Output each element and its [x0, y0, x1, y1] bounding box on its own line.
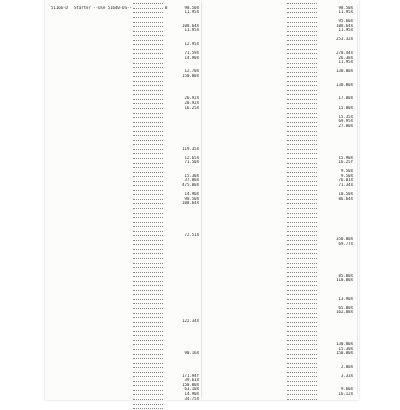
dot-leader — [133, 185, 163, 186]
dot-leader — [287, 326, 317, 327]
dot-leader — [133, 235, 163, 236]
dot-leader — [287, 85, 317, 86]
dot-leader — [287, 272, 317, 273]
list-price: 16.25Y — [338, 160, 353, 165]
list-price: 150.00X — [182, 382, 199, 387]
dot-leader — [133, 53, 163, 54]
dot-leader — [287, 131, 317, 132]
dot-leader — [287, 35, 317, 36]
dot-leader — [287, 226, 317, 227]
list-price: 71.50X — [184, 160, 199, 165]
dot-leader — [133, 72, 163, 73]
dot-leader — [287, 199, 317, 200]
dot-leader — [287, 185, 317, 186]
list-price: 95.60X — [338, 19, 353, 24]
parts-list-row — [205, 397, 355, 402]
list-price: 15.00X — [338, 105, 353, 110]
list-price: 270.44X — [336, 51, 353, 56]
dot-leader — [133, 222, 163, 223]
dot-leader — [133, 372, 163, 373]
dot-leader — [287, 49, 317, 50]
dot-leader — [287, 344, 317, 345]
dot-leader — [133, 213, 163, 214]
dot-leader — [287, 235, 317, 236]
dot-leader — [287, 53, 317, 54]
dot-leader — [133, 122, 163, 123]
list-price: 69.77X — [338, 241, 353, 246]
list-price: 9.60X — [340, 387, 353, 392]
dot-leader — [133, 108, 163, 109]
catalog-sheet — [45, 0, 359, 400]
list-price: 130.00X — [336, 82, 353, 87]
dot-leader — [287, 94, 317, 95]
dot-leader — [287, 67, 317, 68]
dot-leader — [133, 249, 163, 250]
dot-leader — [287, 90, 317, 91]
dot-leader — [133, 81, 163, 82]
list-price: 71.34X — [338, 182, 353, 187]
dot-leader — [287, 181, 317, 182]
list-price: 350.00X — [336, 237, 353, 242]
dot-leader — [133, 244, 163, 245]
list-price: 150.00X — [336, 351, 353, 356]
dot-leader — [133, 363, 163, 364]
dot-leader — [133, 276, 163, 277]
dot-leader — [287, 194, 317, 195]
dot-leader — [287, 363, 317, 364]
dot-leader — [287, 208, 317, 209]
list-price: 39.61X — [184, 378, 199, 383]
list-price: 3.33X — [340, 373, 353, 378]
dot-leader — [133, 290, 163, 291]
dot-leader — [133, 217, 163, 218]
list-price: 150.00X — [182, 73, 199, 78]
list-price: 98.50X — [184, 196, 199, 201]
dot-leader — [133, 381, 163, 382]
list-price: 162.88X — [336, 310, 353, 315]
dot-leader — [133, 335, 163, 336]
dot-leader — [287, 253, 317, 254]
dot-leader — [287, 58, 317, 59]
dot-leader — [133, 308, 163, 309]
dot-leader — [133, 12, 163, 13]
dot-leader — [287, 122, 317, 123]
list-price: 14.90X — [184, 191, 199, 196]
dot-leader — [287, 308, 317, 309]
dot-leader — [287, 285, 317, 286]
dot-leader — [287, 117, 317, 118]
list-price: 108.64X — [182, 23, 199, 28]
dot-leader — [287, 331, 317, 332]
dot-leader — [287, 354, 317, 355]
dot-leader — [287, 135, 317, 136]
dot-leader — [133, 117, 163, 118]
dot-leader — [287, 213, 317, 214]
dot-leader — [133, 135, 163, 136]
dot-leader — [133, 85, 163, 86]
dot-leader — [287, 76, 317, 77]
dot-leader — [133, 281, 163, 282]
dot-leader — [287, 31, 317, 32]
dot-leader — [287, 376, 317, 377]
dot-leader — [287, 317, 317, 318]
dot-leader — [133, 226, 163, 227]
dot-leader — [287, 22, 317, 23]
list-price: 63.10X — [184, 387, 199, 392]
dot-leader — [287, 335, 317, 336]
dot-leader — [287, 263, 317, 264]
dot-leader — [133, 253, 163, 254]
dot-leader — [287, 149, 317, 150]
dot-leader — [133, 303, 163, 304]
list-price: 15.90X — [338, 155, 353, 160]
dot-leader — [133, 131, 163, 132]
dot-leader — [287, 290, 317, 291]
dot-leader — [133, 99, 163, 100]
list-price: 119.35X — [182, 146, 199, 151]
list-price: 90.16X — [184, 351, 199, 356]
dot-leader — [133, 149, 163, 150]
dot-leader — [287, 340, 317, 341]
dot-leader — [133, 31, 163, 32]
dot-leader — [133, 331, 163, 332]
dot-leader — [287, 113, 317, 114]
dot-leader — [133, 153, 163, 154]
dot-leader — [133, 94, 163, 95]
list-price: 72.51X — [184, 232, 199, 237]
dot-leader — [133, 349, 163, 350]
list-price: 37.80X — [184, 178, 199, 183]
dot-leader — [133, 408, 163, 409]
list-price: 110.00X — [336, 278, 353, 283]
dot-leader — [133, 272, 163, 273]
list-price: 11.95X — [184, 28, 199, 33]
dot-leader — [133, 267, 163, 268]
dot-leader — [287, 203, 317, 204]
dot-leader — [287, 390, 317, 391]
dot-leader — [133, 322, 163, 323]
dot-leader — [287, 322, 317, 323]
dot-leader — [287, 108, 317, 109]
list-price: 12.95X — [184, 41, 199, 46]
dot-leader — [133, 203, 163, 204]
dot-leader — [133, 340, 163, 341]
dot-leader — [133, 126, 163, 127]
list-price: 11.95X — [338, 28, 353, 33]
list-price: 11.95X — [184, 10, 199, 15]
dot-leader — [133, 113, 163, 114]
list-price: 475.00X — [182, 182, 199, 187]
dot-leader — [133, 285, 163, 286]
dot-leader — [133, 231, 163, 232]
list-price: 71.59X — [184, 51, 199, 56]
dot-leader — [133, 103, 163, 104]
dot-leader — [287, 394, 317, 395]
dot-leader — [287, 99, 317, 100]
list-price: 122.34X — [182, 319, 199, 324]
list-price: 15.30X — [338, 346, 353, 351]
dot-leader — [133, 76, 163, 77]
dot-leader — [133, 167, 163, 168]
dot-leader — [287, 367, 317, 368]
dot-leader — [287, 313, 317, 314]
dot-leader — [133, 8, 163, 9]
left-column — [51, 1, 201, 410]
list-price: 11.95X — [338, 10, 353, 15]
list-price: 26.38X — [338, 55, 353, 60]
dot-leader — [133, 90, 163, 91]
dot-leader — [287, 126, 317, 127]
list-price: 76.01X — [338, 178, 353, 183]
dot-leader — [133, 22, 163, 23]
dot-leader — [133, 367, 163, 368]
list-price: 15.35X — [338, 114, 353, 119]
list-price: 86.64X — [338, 196, 353, 201]
dot-leader — [133, 3, 163, 4]
dot-leader — [133, 390, 163, 391]
dot-leader — [287, 231, 317, 232]
dot-leader — [287, 372, 317, 373]
dot-leader — [133, 376, 163, 377]
dot-leader — [287, 158, 317, 159]
part-number: 51166-D — [51, 5, 68, 10]
dot-leader — [287, 299, 317, 300]
list-price: 171.94Y — [182, 373, 199, 378]
dot-leader — [287, 249, 317, 250]
dot-leader — [133, 294, 163, 295]
dot-leader — [287, 244, 317, 245]
dot-leader — [287, 358, 317, 359]
list-price: 12.70X — [184, 69, 199, 74]
dot-leader — [133, 40, 163, 41]
dot-leader — [287, 281, 317, 282]
list-price: 98.50X — [184, 5, 199, 10]
list-price: 14.90X — [184, 55, 199, 60]
dot-leader — [287, 8, 317, 9]
list-price: 14.90X — [184, 392, 199, 397]
dot-leader — [133, 194, 163, 195]
dot-leader — [133, 317, 163, 318]
dot-leader — [287, 294, 317, 295]
list-price: 98.50X — [338, 5, 353, 10]
dot-leader — [133, 58, 163, 59]
dot-leader — [287, 385, 317, 386]
dot-leader — [287, 267, 317, 268]
dot-leader — [287, 81, 317, 82]
dot-leader — [287, 140, 317, 141]
list-price: 130.00X — [336, 69, 353, 74]
dot-leader — [133, 44, 163, 45]
dot-leader — [133, 140, 163, 141]
list-price: 130.00X — [336, 342, 353, 347]
dot-leader — [133, 263, 163, 264]
dot-leader — [133, 17, 163, 18]
list-price: 12.65X — [184, 155, 199, 160]
dot-leader — [133, 190, 163, 191]
sheet-edge — [357, 4, 358, 394]
list-price: 9.50X — [340, 173, 353, 178]
dot-leader — [287, 258, 317, 259]
list-price: 27.00X — [338, 123, 353, 128]
part-description: Starter --Use 51640-DS-- — [74, 5, 132, 10]
dot-leader — [287, 276, 317, 277]
dot-leader — [133, 344, 163, 345]
list-price: 10.50X — [338, 191, 353, 196]
dot-leader — [133, 258, 163, 259]
price-code: B — [165, 5, 168, 10]
column-divider — [201, 2, 202, 398]
list-price: 69.95X — [338, 119, 353, 124]
dot-leader — [133, 354, 163, 355]
dot-leader — [133, 326, 163, 327]
dot-leader — [133, 199, 163, 200]
dot-leader — [287, 217, 317, 218]
list-price: 65.00X — [338, 305, 353, 310]
dot-leader — [287, 12, 317, 13]
dot-leader — [287, 222, 317, 223]
list-price: 20.92X — [184, 101, 199, 106]
dot-leader — [133, 404, 163, 405]
dot-leader — [287, 103, 317, 104]
dot-leader — [133, 240, 163, 241]
dot-leader — [133, 63, 163, 64]
list-price: 85.00X — [338, 273, 353, 278]
parts-list-row — [51, 406, 201, 410]
dot-leader — [287, 240, 317, 241]
dot-leader — [133, 163, 163, 164]
dot-leader — [133, 35, 163, 36]
list-price: 11.95X — [338, 60, 353, 65]
right-column — [205, 1, 355, 401]
list-price: 16.12X — [338, 392, 353, 397]
dot-leader — [287, 190, 317, 191]
dot-leader — [287, 26, 317, 27]
dot-leader — [133, 144, 163, 145]
dot-leader — [133, 299, 163, 300]
list-price: 26.92X — [184, 96, 199, 101]
dot-leader — [287, 176, 317, 177]
dot-leader — [133, 176, 163, 177]
list-price: 17.00X — [338, 96, 353, 101]
dot-leader — [133, 158, 163, 159]
dot-leader — [287, 40, 317, 41]
dot-leader — [287, 349, 317, 350]
dot-leader — [287, 72, 317, 73]
list-price: 15.30X — [184, 173, 199, 178]
dot-leader — [287, 17, 317, 18]
dot-leader — [133, 172, 163, 173]
dot-leader — [287, 144, 317, 145]
dot-leader — [287, 63, 317, 64]
dot-leader — [133, 181, 163, 182]
dot-leader — [287, 381, 317, 382]
list-price: 108.64X — [182, 201, 199, 206]
dot-leader — [133, 67, 163, 68]
dot-leader — [287, 167, 317, 168]
dot-leader — [287, 163, 317, 164]
dot-leader — [133, 358, 163, 359]
list-price: 9.50X — [340, 169, 353, 174]
dot-leader — [287, 303, 317, 304]
list-price: 16.25X — [184, 105, 199, 110]
dot-leader — [287, 44, 317, 45]
dot-leader — [133, 313, 163, 314]
dot-leader — [133, 394, 163, 395]
dot-leader — [287, 3, 317, 4]
dot-leader — [287, 172, 317, 173]
list-price: 253.32X — [336, 37, 353, 42]
list-price: 108.64X — [336, 23, 353, 28]
list-price: 2.00X — [340, 364, 353, 369]
dot-leader — [287, 153, 317, 154]
dot-leader — [133, 26, 163, 27]
list-price: 34.75X — [184, 396, 199, 401]
dot-leader — [133, 208, 163, 209]
list-price: 13.90X — [338, 296, 353, 301]
dot-leader — [133, 385, 163, 386]
dot-leader — [133, 49, 163, 50]
